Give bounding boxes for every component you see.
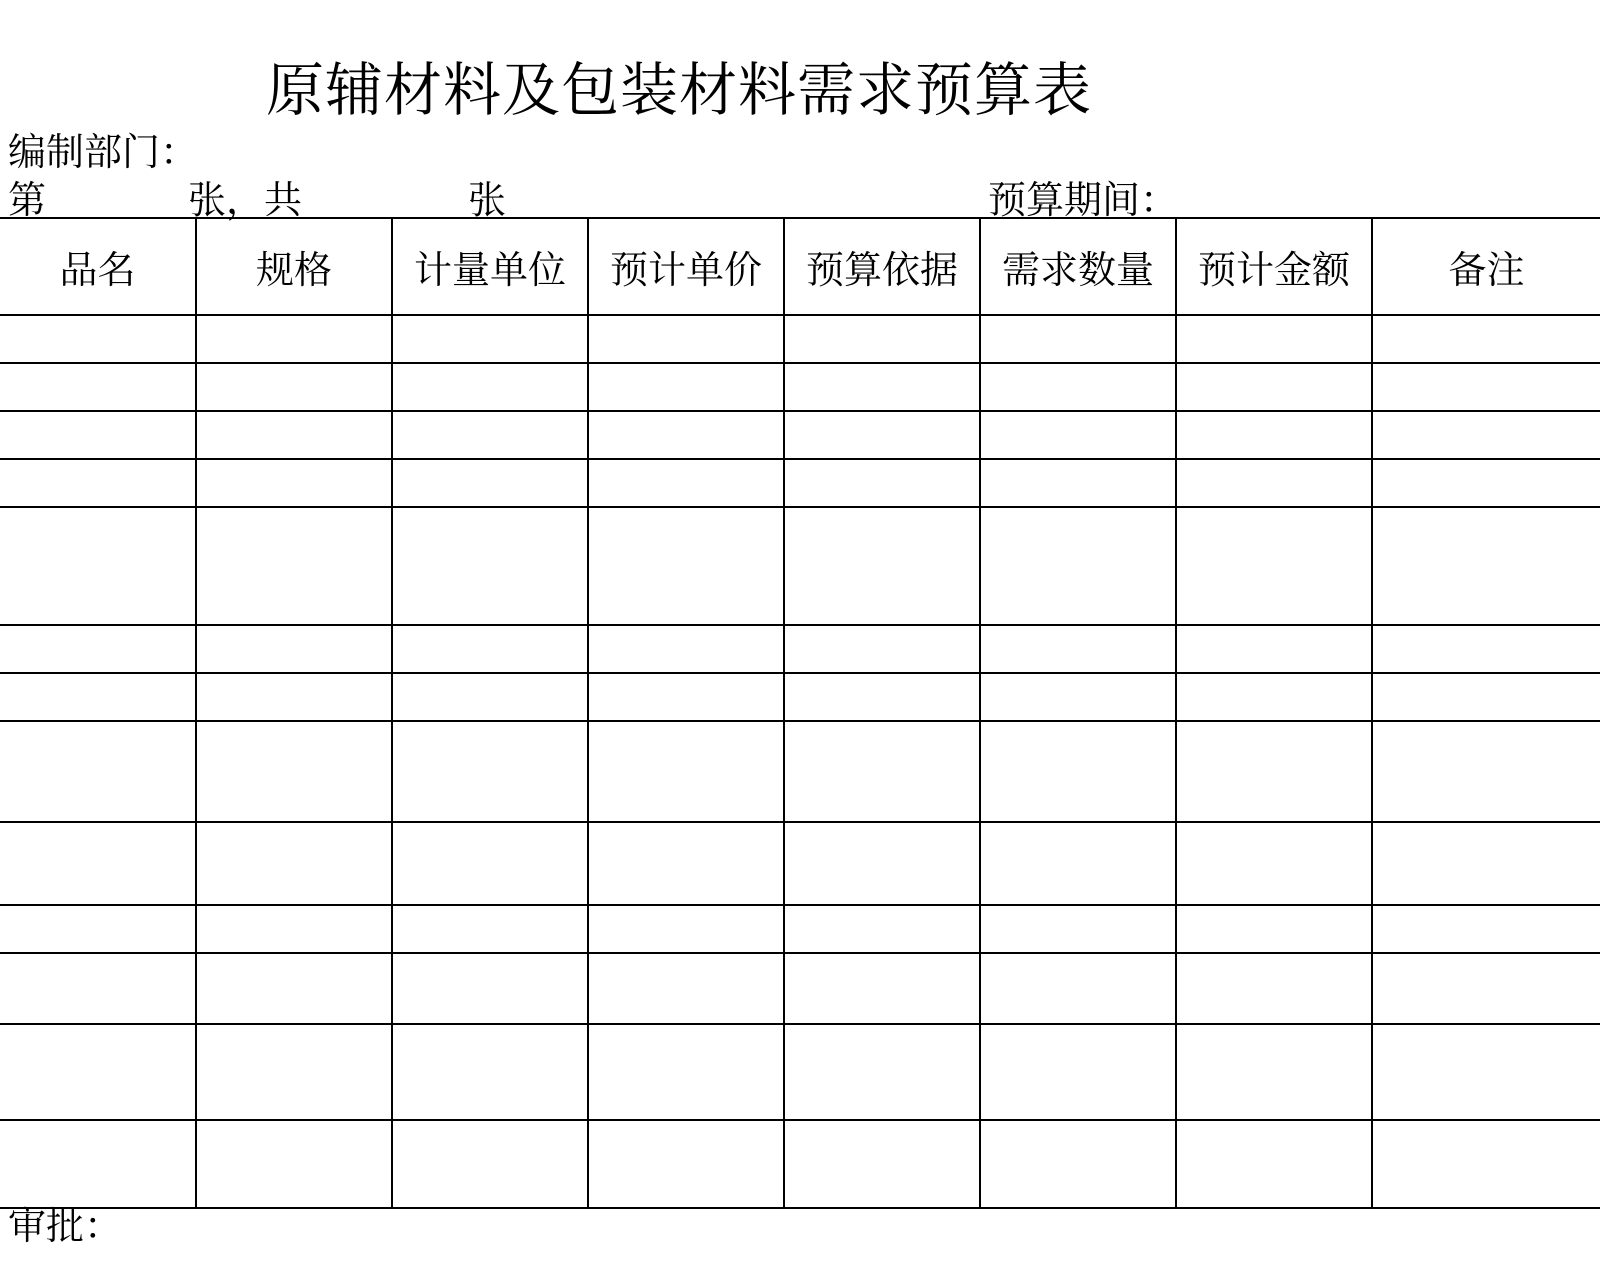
table-cell[interactable] <box>784 411 980 459</box>
table-row <box>0 507 1600 625</box>
header-unit: 计量单位 <box>392 218 588 315</box>
table-cell[interactable] <box>784 953 980 1024</box>
table-cell[interactable] <box>392 625 588 673</box>
table-cell[interactable] <box>980 1120 1176 1208</box>
table-cell[interactable] <box>1372 1024 1600 1120</box>
table-cell[interactable] <box>196 673 392 721</box>
table-cell[interactable] <box>784 625 980 673</box>
table-cell[interactable] <box>980 721 1176 822</box>
table-cell[interactable] <box>0 953 196 1024</box>
table-cell[interactable] <box>0 822 196 905</box>
table-cell[interactable] <box>196 625 392 673</box>
table-cell[interactable] <box>784 905 980 953</box>
table-cell[interactable] <box>980 459 1176 507</box>
table-cell[interactable] <box>0 459 196 507</box>
table-cell[interactable] <box>784 363 980 411</box>
table-cell[interactable] <box>980 822 1176 905</box>
table-cell[interactable] <box>1372 459 1600 507</box>
table-cell[interactable] <box>588 822 784 905</box>
budget-period-label: 预算期间： <box>988 178 1179 222</box>
table-cell[interactable] <box>784 459 980 507</box>
table-cell[interactable] <box>588 905 784 953</box>
table-cell[interactable] <box>1176 905 1372 953</box>
table-cell[interactable] <box>196 1024 392 1120</box>
table-cell[interactable] <box>0 411 196 459</box>
table-cell[interactable] <box>980 1024 1176 1120</box>
table-cell[interactable] <box>980 953 1176 1024</box>
table-cell[interactable] <box>196 507 392 625</box>
table-cell[interactable] <box>392 315 588 363</box>
table-cell[interactable] <box>392 721 588 822</box>
table-cell[interactable] <box>1176 1120 1372 1208</box>
table-row <box>0 315 1600 363</box>
header-row <box>0 218 1600 315</box>
table-cell[interactable] <box>196 953 392 1024</box>
table-row <box>0 459 1600 507</box>
table-cell[interactable] <box>196 363 392 411</box>
table-cell[interactable] <box>392 411 588 459</box>
table-cell[interactable] <box>588 953 784 1024</box>
table-cell[interactable] <box>1372 673 1600 721</box>
table-cell[interactable] <box>588 507 784 625</box>
table-cell[interactable] <box>1176 411 1372 459</box>
table-row <box>0 1120 1600 1208</box>
table-cell[interactable] <box>0 507 196 625</box>
table-cell[interactable] <box>1372 905 1600 953</box>
table-cell[interactable] <box>1176 673 1372 721</box>
table-cell[interactable] <box>0 721 196 822</box>
table-cell[interactable] <box>980 905 1176 953</box>
table-cell[interactable] <box>392 822 588 905</box>
table-cell[interactable] <box>1372 315 1600 363</box>
table-cell[interactable] <box>980 411 1176 459</box>
table-cell[interactable] <box>1372 363 1600 411</box>
header-budget-basis: 预算依据 <box>784 218 980 315</box>
table-cell[interactable] <box>1176 459 1372 507</box>
table-cell[interactable] <box>1372 625 1600 673</box>
table-cell[interactable] <box>588 315 784 363</box>
table-cell[interactable] <box>1176 315 1372 363</box>
approval-label: 审批： <box>8 1204 123 1248</box>
table-cell[interactable] <box>784 721 980 822</box>
table-cell[interactable] <box>1176 507 1372 625</box>
table-cell[interactable] <box>1372 822 1600 905</box>
table-cell[interactable] <box>196 1120 392 1208</box>
sheet-number-label: 第 <box>8 178 47 222</box>
table-cell[interactable] <box>588 459 784 507</box>
table-cell[interactable] <box>980 673 1176 721</box>
table-cell[interactable] <box>1372 411 1600 459</box>
table-cell[interactable] <box>1372 507 1600 625</box>
table-cell[interactable] <box>1176 721 1372 822</box>
table-cell[interactable] <box>980 625 1176 673</box>
table-cell[interactable] <box>784 822 980 905</box>
table-cell[interactable] <box>1372 721 1600 822</box>
table-cell[interactable] <box>0 1024 196 1120</box>
table-row <box>0 625 1600 673</box>
table-cell[interactable] <box>392 953 588 1024</box>
table-cell[interactable] <box>0 315 196 363</box>
table-cell[interactable] <box>980 315 1176 363</box>
table-cell[interactable] <box>392 507 588 625</box>
table-cell[interactable] <box>392 673 588 721</box>
table-cell[interactable] <box>392 1024 588 1120</box>
table-cell[interactable] <box>588 625 784 673</box>
table-cell[interactable] <box>784 1024 980 1120</box>
sheet-total-label: 张 <box>468 178 507 222</box>
table-cell[interactable] <box>0 673 196 721</box>
table-cell[interactable] <box>1176 363 1372 411</box>
table-cell[interactable] <box>980 363 1176 411</box>
table-cell[interactable] <box>0 905 196 953</box>
budget-table <box>0 217 1600 1209</box>
table-cell[interactable] <box>392 363 588 411</box>
table-cell[interactable] <box>196 905 392 953</box>
table-cell[interactable] <box>1176 822 1372 905</box>
table-cell[interactable] <box>588 411 784 459</box>
table-cell[interactable] <box>588 673 784 721</box>
table-row <box>0 363 1600 411</box>
table-cell[interactable] <box>588 1120 784 1208</box>
table-cell[interactable] <box>1176 953 1372 1024</box>
table-cell[interactable] <box>784 673 980 721</box>
table-cell[interactable] <box>588 721 784 822</box>
table-cell[interactable] <box>392 459 588 507</box>
table-cell[interactable] <box>588 1024 784 1120</box>
table-row <box>0 721 1600 822</box>
table-cell[interactable] <box>784 315 980 363</box>
table-cell[interactable] <box>392 905 588 953</box>
table-row <box>0 953 1600 1024</box>
table-cell[interactable] <box>1176 625 1372 673</box>
table-cell[interactable] <box>392 1120 588 1208</box>
header-estimated-unit-price: 预计单价 <box>588 218 784 315</box>
sheet-of-label: 张，共 <box>188 178 303 222</box>
table-cell[interactable] <box>196 721 392 822</box>
table-cell[interactable] <box>196 411 392 459</box>
header-item-name: 品名 <box>0 218 196 315</box>
header-remarks: 备注 <box>1372 218 1600 315</box>
table-cell[interactable] <box>0 363 196 411</box>
table-cell[interactable] <box>196 822 392 905</box>
table-row <box>0 905 1600 953</box>
table-row <box>0 411 1600 459</box>
table-row <box>0 1024 1600 1120</box>
table-row <box>0 822 1600 905</box>
table-cell[interactable] <box>196 459 392 507</box>
department-label: 编制部门： <box>8 130 199 174</box>
table-cell[interactable] <box>980 507 1176 625</box>
table-cell[interactable] <box>1176 1024 1372 1120</box>
table-cell[interactable] <box>0 1120 196 1208</box>
table-cell[interactable] <box>588 363 784 411</box>
table-cell[interactable] <box>1372 953 1600 1024</box>
table-cell[interactable] <box>0 625 196 673</box>
header-specification: 规格 <box>196 218 392 315</box>
table-row <box>0 673 1600 721</box>
header-estimated-amount: 预计金额 <box>1176 218 1372 315</box>
header-required-quantity: 需求数量 <box>980 218 1176 315</box>
table-cell[interactable] <box>784 1120 980 1208</box>
table-cell[interactable] <box>1372 1120 1600 1208</box>
table-cell[interactable] <box>196 315 392 363</box>
form-title: 原辅材料及包装材料需求预算表 <box>266 56 1093 124</box>
table-cell[interactable] <box>784 507 980 625</box>
